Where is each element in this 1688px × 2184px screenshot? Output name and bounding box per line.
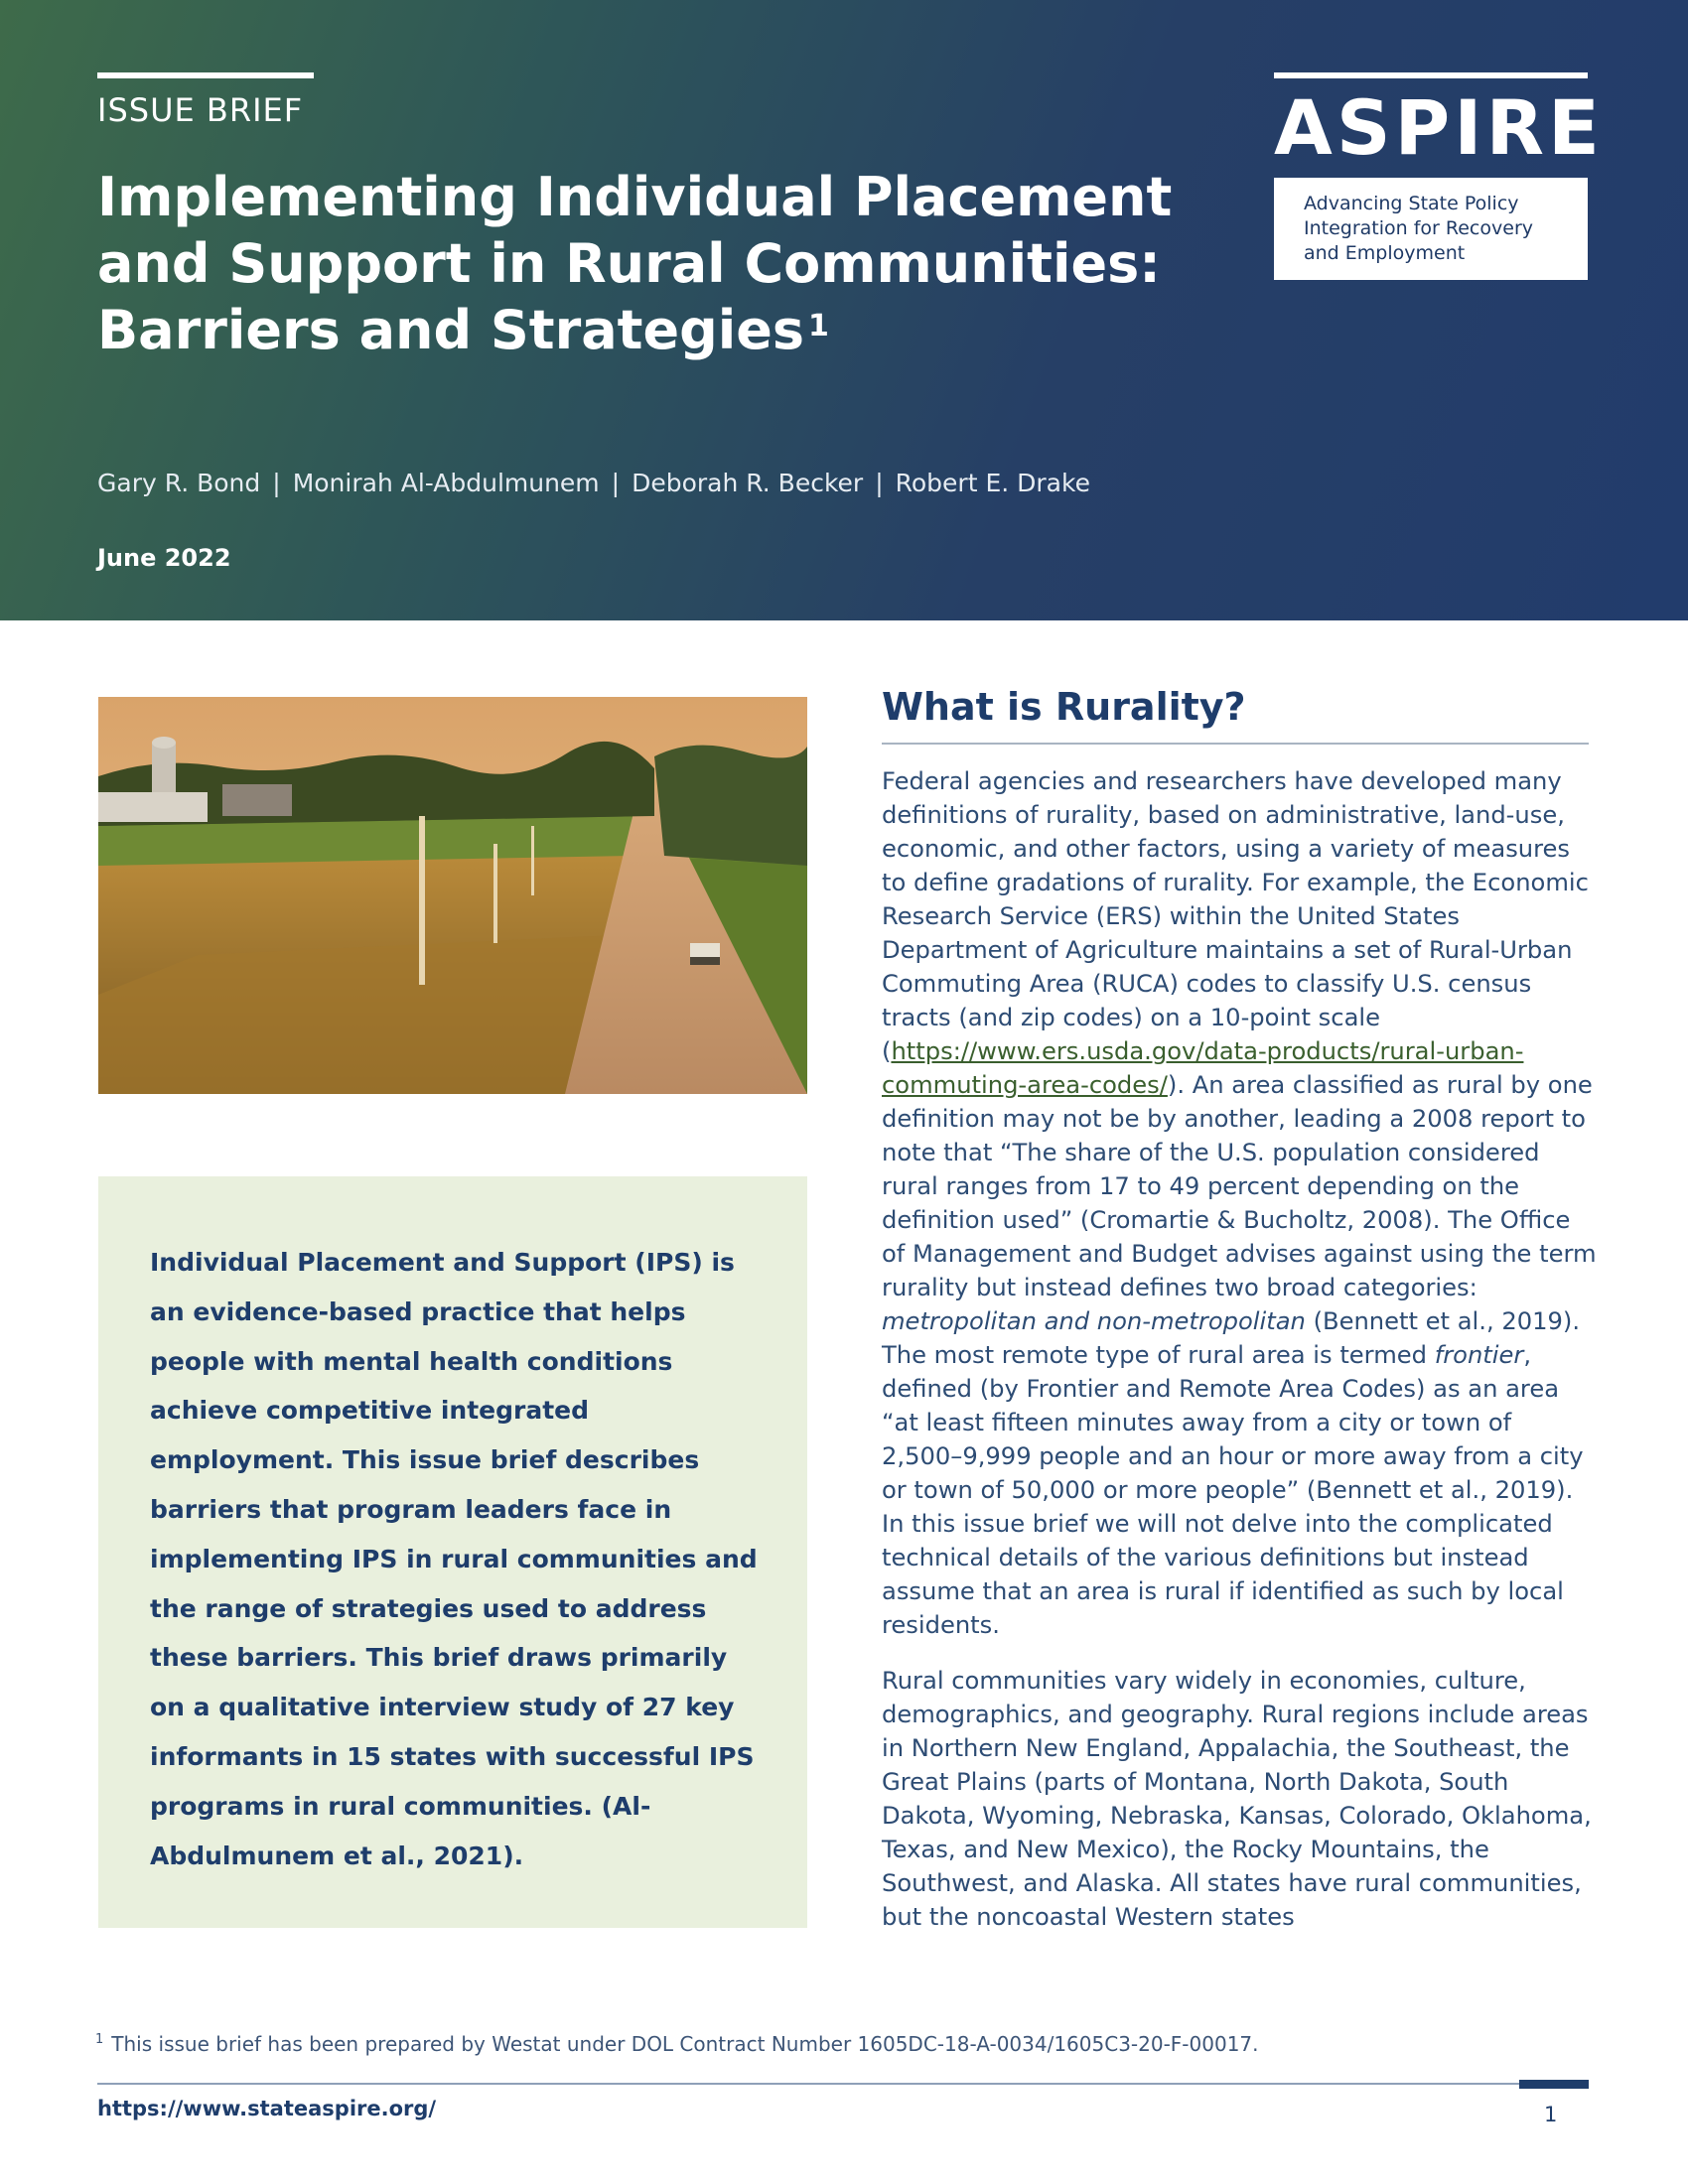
paragraph-text: ). An area classified as rural by one definition may not be by another, leading a 2008 report to note that “The share of the U.S. population considered rural ranges from 17 to 49 percent depending on the definition used” (Cromartie & Bucholtz, 2008). The Office of Management and Budget advises against using the term rurality but instead defines two broad categories: (882, 1071, 1597, 1301)
footer-accent-tab (1519, 2080, 1589, 2089)
footnote-text: This issue brief has been prepared by Westat under DOL Contract Number 1605DC-18-A-0034/1605C3-20-F-00017. (111, 2032, 1259, 2056)
footer-website-link[interactable]: https://www.stateaspire.org/ (97, 2097, 437, 2120)
footnote (95, 2032, 1259, 2056)
paragraph: Rural communities vary widely in economies, culture, demographics, and geography. Rural regions include areas in Northern New England, Appalachia, the Southeast, the Great Plains (parts of Montana, North Dakota, South Dakota, Wyoming, Nebraska, Kansas, Colorado, Oklahoma, Texas, and New Mexico), the Rocky Mountains, the Southwest, and Alaska. All states have rural communities, but the noncoastal Western states (882, 1667, 1592, 1931)
author-separator: | (875, 469, 884, 497)
author-name: Gary R. Bond (97, 469, 261, 497)
paragraph-text: (Bennett et al., 2019). The most remote type of rural area is termed (882, 1307, 1581, 1369)
rural-road-photo (98, 697, 807, 1094)
section-heading: What is Rurality? (882, 685, 1246, 729)
logo-rule (1274, 72, 1588, 78)
footnote-mark: 1 (95, 2032, 104, 2048)
author-list (97, 469, 1090, 497)
author-name: Deborah R. Becker (632, 469, 864, 497)
page-title (97, 164, 1209, 363)
section-divider (882, 743, 1589, 745)
paragraph-text: Federal agencies and researchers have developed many definitions of rurality, based on administrative, land-use, economic, and other factors, using a variety of measures to define gradations of rurality. For example, the Economic Research Service (ERS) within the United States Department of Agriculture maintains a set of Rural-Urban Commuting Area (RUCA) codes to classify U.S. census tracts (and zip codes) on a 10-point scale ( (882, 767, 1589, 1065)
issue-label: ISSUE BRIEF (97, 91, 304, 129)
title-text: Implementing Individual Placement and Support in Rural Communities: Barriers and Strategies (97, 166, 1173, 361)
author-separator: | (611, 469, 621, 497)
summary-text: Individual Placement and Support (IPS) is an evidence-based practice that helps people with mental health conditions achieve competitive integrated employment. This issue brief describes barriers that program leaders face in implementing IPS in rural communities and the range of strategies used to address these barriers. This brief draws primarily on a qualitative interview study of 27 key informants in 15 states with successful IPS programs in rural communities. (Al-Abdulmunem et al., 2021). (150, 1248, 758, 1870)
emphasis-text: frontier (1434, 1341, 1524, 1369)
paragraph-text: , defined (by Frontier and Remote Area Codes) as an area “at least fifteen minutes away from a city or town of 2,500–9,999 people and an hour or more away from a city or town of 50,000 or more people” (Bennett et al., 2019). In this issue brief we will not delve into the complicated technical details of the various definitions but instead assume that an area is rural if identified as such by local residents. (882, 1341, 1584, 1639)
emphasis-text: metropolitan and non-metropolitan (882, 1307, 1306, 1335)
header-rule (97, 72, 314, 78)
logo-tagline: Advancing State Policy Integration for Recovery and Employment (1274, 178, 1588, 280)
body-column (882, 764, 1597, 1956)
ers-ruca-link[interactable]: https://www.ers.usda.gov/data-products/rural-urban-commuting-area-codes/ (882, 1037, 1524, 1099)
footer-divider (97, 2083, 1589, 2085)
title-footnote-mark[interactable]: 1 (808, 309, 829, 343)
publication-date: June 2022 (97, 544, 231, 572)
header-banner (0, 0, 1688, 620)
summary-callout (98, 1176, 807, 1928)
logo-wordmark: ASPIRE (1274, 83, 1604, 172)
aspire-logo (1274, 72, 1604, 280)
author-separator: | (272, 469, 281, 497)
paragraph (882, 764, 1597, 1642)
author-name: Monirah Al-Abdulmunem (292, 469, 600, 497)
author-name: Robert E. Drake (895, 469, 1090, 497)
page-number: 1 (1544, 2103, 1558, 2126)
